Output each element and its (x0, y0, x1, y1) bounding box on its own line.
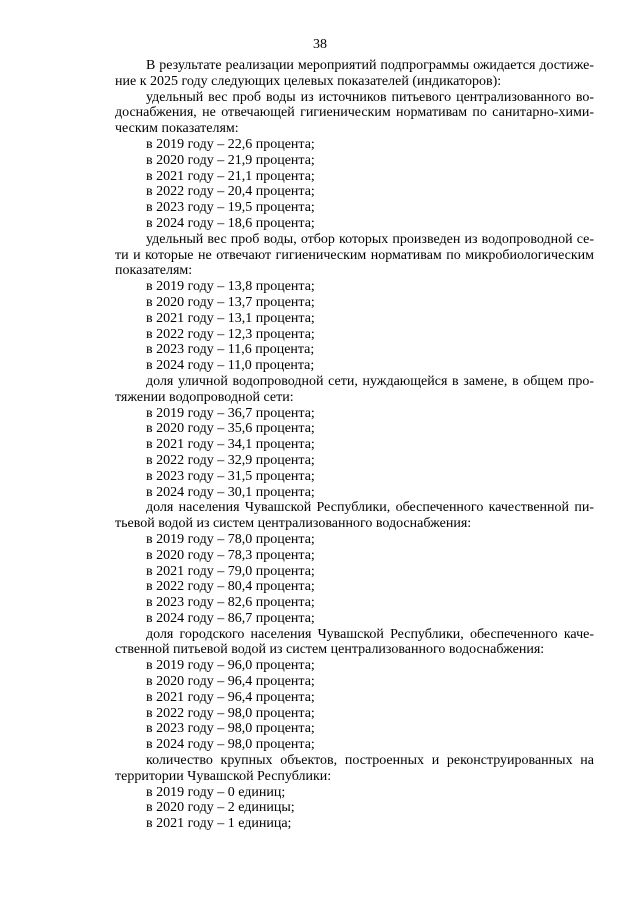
text-line: в 2024 году – 86,7 процента; (146, 610, 315, 626)
text-line: в 2024 году – 18,6 процента; (146, 215, 315, 231)
text-line: в 2019 году – 13,8 процента; (146, 279, 315, 295)
text-line: в 2020 году – 35,6 процента; (146, 421, 315, 437)
text-line: ние к 2025 году следующих целевых показателей (индикаторов): (115, 73, 502, 89)
text-line: в 2022 году – 98,0 процента; (146, 705, 315, 721)
text-line: в 2023 году – 98,0 процента; (146, 721, 315, 737)
text-line: в 2024 году – 30,1 процента; (146, 484, 315, 500)
text-line: в 2020 году – 96,4 процента; (146, 674, 315, 690)
page-number: 38 (313, 37, 327, 52)
text-line: в 2022 году – 20,4 процента; (146, 184, 315, 200)
text-line: тьевой водой из систем централизованного водоснабжения: (115, 516, 472, 532)
text-line: в 2021 году – 13,1 процента; (146, 310, 315, 326)
text-line: в 2019 году – 22,6 процента; (146, 136, 315, 152)
text-line: в 2023 году – 82,6 процента; (146, 595, 315, 611)
text-line: в 2022 году – 80,4 процента; (146, 579, 315, 595)
text-line: удельный вес проб воды, отбор которых произведен из водопроводной се- (146, 231, 594, 247)
document-body (115, 58, 594, 832)
text-line: в 2020 году – 21,9 процента; (146, 152, 315, 168)
text-line: в 2019 году – 96,0 процента; (146, 658, 315, 674)
text-line: ственной питьевой водой из систем централизованного водоснабжения: (115, 642, 545, 658)
text-line: показателям: (115, 263, 193, 279)
text-line: в 2021 году – 34,1 процента; (146, 437, 315, 453)
text-line: доснабжения, не отвечающей гигиеническим нормативам по санитарно-хими- (115, 105, 594, 121)
text-line: в 2021 году – 96,4 процента; (146, 689, 315, 705)
text-line: в 2019 году – 78,0 процента; (146, 531, 315, 547)
text-line: в 2023 году – 11,6 процента; (146, 342, 315, 358)
text-line: в 2022 году – 32,9 процента; (146, 452, 315, 468)
text-line: в 2022 году – 12,3 процента; (146, 326, 315, 342)
text-line: в 2023 году – 19,5 процента; (146, 200, 315, 216)
text-line: ческим показателям: (115, 121, 239, 137)
text-line: доля уличной водопроводной сети, нуждающейся в замене, в общем про- (146, 373, 594, 389)
text-line: в 2020 году – 13,7 процента; (146, 294, 315, 310)
text-line: в 2024 году – 98,0 процента; (146, 737, 315, 753)
text-line: в 2020 году – 2 единицы; (146, 800, 295, 816)
text-line: количество крупных объектов, построенных и реконструированных на (146, 753, 594, 769)
text-line: в 2020 году – 78,3 процента; (146, 547, 315, 563)
text-line: ти и которые не отвечают гигиеническим нормативам по микробиологическим (115, 247, 594, 263)
text-line: в 2019 году – 0 единиц; (146, 784, 286, 800)
text-line: в 2021 году – 1 единица; (146, 816, 292, 832)
text-line: в 2019 году – 36,7 процента; (146, 405, 315, 421)
text-line: удельный вес проб воды из источников питьевого централизованного во- (146, 89, 594, 105)
text-line: доля городского населения Чувашской Республики, обеспеченного каче- (146, 626, 594, 642)
text-line: доля населения Чувашской Республики, обеспеченного качественной пи- (146, 500, 594, 516)
text-line: в 2024 году – 11,0 процента; (146, 358, 315, 374)
text-line: в 2023 году – 31,5 процента; (146, 468, 315, 484)
text-line: в 2021 году – 79,0 процента; (146, 563, 315, 579)
text-line: тяжении водопроводной сети: (115, 389, 294, 405)
text-line: В результате реализации мероприятий подпрограммы ожидается достиже- (146, 58, 594, 73)
text-line: в 2021 году – 21,1 процента; (146, 168, 315, 184)
text-line: территории Чувашской Республики: (115, 768, 332, 784)
